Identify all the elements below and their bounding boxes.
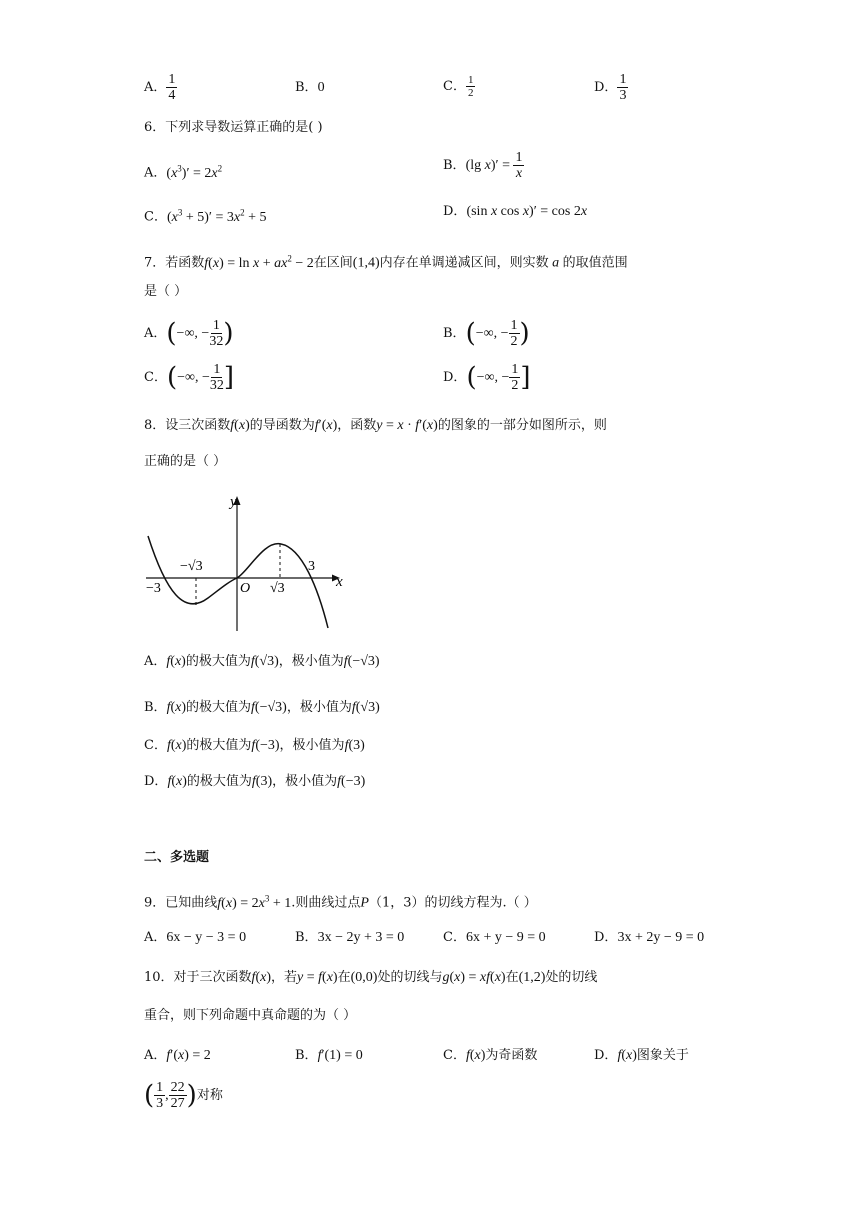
- q5-option-c: C． $\frac{1}{2}$: [443, 74, 474, 99]
- q8-option-b: B．f(x)的极大值为f(−√3)，极小值为f(√3): [144, 700, 380, 715]
- q7-stem-line2: 是（ ）: [144, 284, 188, 299]
- q8-option-c: C．f(x)的极大值为f(−3)，极小值为f(3): [144, 738, 365, 753]
- q10-option-c: C．f(x)为奇函数: [443, 1048, 538, 1063]
- q5-option-b: B．0: [295, 80, 325, 95]
- label-3: 3: [308, 559, 315, 574]
- q6-option-c: C．$(x^3 + 5)' = 3x^2 + 5$: [144, 207, 267, 225]
- curve: [148, 536, 328, 628]
- q5-option-a: A． $\frac{1}{4}$: [144, 72, 176, 103]
- q6-option-a: A．$(x^3)' = 2x^2$: [144, 163, 223, 181]
- q10-stem-line1: 10．对于三次函数f(x)，若y = f(x)在(0,0)处的切线与g(x) = xf(x)在(1,2)处的切线: [144, 970, 598, 985]
- q7-stem-line1: 7．若函数$f(x) = \ln x + ax^2 - 2$在区间(1,4)内存在单调递减区间，则实数 a 的取值范围: [144, 253, 628, 271]
- q9-option-b: B．3x − 2y + 3 = 0: [295, 930, 405, 945]
- q6-stem: 6．下列求导数运算正确的是( ): [144, 120, 323, 135]
- fraction: $\frac{1}{3}$: [619, 72, 627, 103]
- y-axis-label: y: [230, 494, 237, 510]
- q6-option-b: B．(lg x)′ = $\frac{1}{x}$: [443, 150, 523, 181]
- q8-option-a: A．f(x)的极大值为f(√3)，极小值为f(−√3): [144, 654, 380, 669]
- section-title: 二、多选题: [144, 850, 210, 865]
- q8-option-d: D．f(x)的极大值为f(3)，极小值为f(−3): [144, 774, 366, 789]
- q10-option-a: A．f′(x) = 2: [144, 1048, 211, 1063]
- q9-option-d: D．3x + 2y − 9 = 0: [594, 930, 705, 945]
- x-axis-label: x: [336, 574, 343, 590]
- origin-label: O: [240, 581, 251, 596]
- q7-option-d: D．(−∞, − $\frac{1}{2}$ ]: [443, 362, 531, 393]
- q9-option-a: A．6x − y − 3 = 0: [144, 930, 247, 945]
- q9-stem: 9．已知曲线$f(x) = 2x^3 + 1$.则曲线过点P（1，3）的切线方程为.（ ）: [144, 893, 537, 911]
- q7-option-b: B．(−∞, − $\frac{1}{2}$ ): [443, 318, 530, 349]
- q10-option-d: D．f(x)图象关于: [594, 1048, 689, 1063]
- q7-option-a: A．(−∞, − $\frac{1}{32}$ ): [144, 318, 234, 349]
- label-neg-sqrt3: −√3: [180, 559, 203, 574]
- q8-function-graph: [140, 488, 360, 634]
- label-neg-3: −3: [146, 581, 161, 596]
- q8-stem-line2: 正确的是（ ）: [144, 454, 227, 469]
- q10-stem-line2: 重合，则下列命题中真命题的为（ ）: [144, 1008, 357, 1023]
- q10-option-d-continued: ( $\frac{1}{3}$ , $\frac{22}{27}$ )对称: [144, 1080, 223, 1111]
- fraction: $\frac{1}{2}$: [467, 74, 474, 99]
- q9-option-c: C．6x + y − 9 = 0: [443, 930, 546, 945]
- q5-option-d: D． $\frac{1}{3}$: [594, 72, 627, 103]
- label-sqrt3: √3: [270, 581, 285, 596]
- fraction: $\frac{1}{4}$: [168, 72, 176, 103]
- q6-option-d: D．(sin x cos x)′ = cos 2x: [443, 204, 588, 219]
- q7-option-c: C．(−∞, − $\frac{1}{32}$ ]: [144, 362, 235, 393]
- q8-stem-line1: 8．设三次函数f(x)的导函数为f′(x)，函数y = x · f′(x)的图象的一部分如图所示，则: [144, 418, 607, 433]
- q10-option-b: B．f′(1) = 0: [295, 1048, 363, 1063]
